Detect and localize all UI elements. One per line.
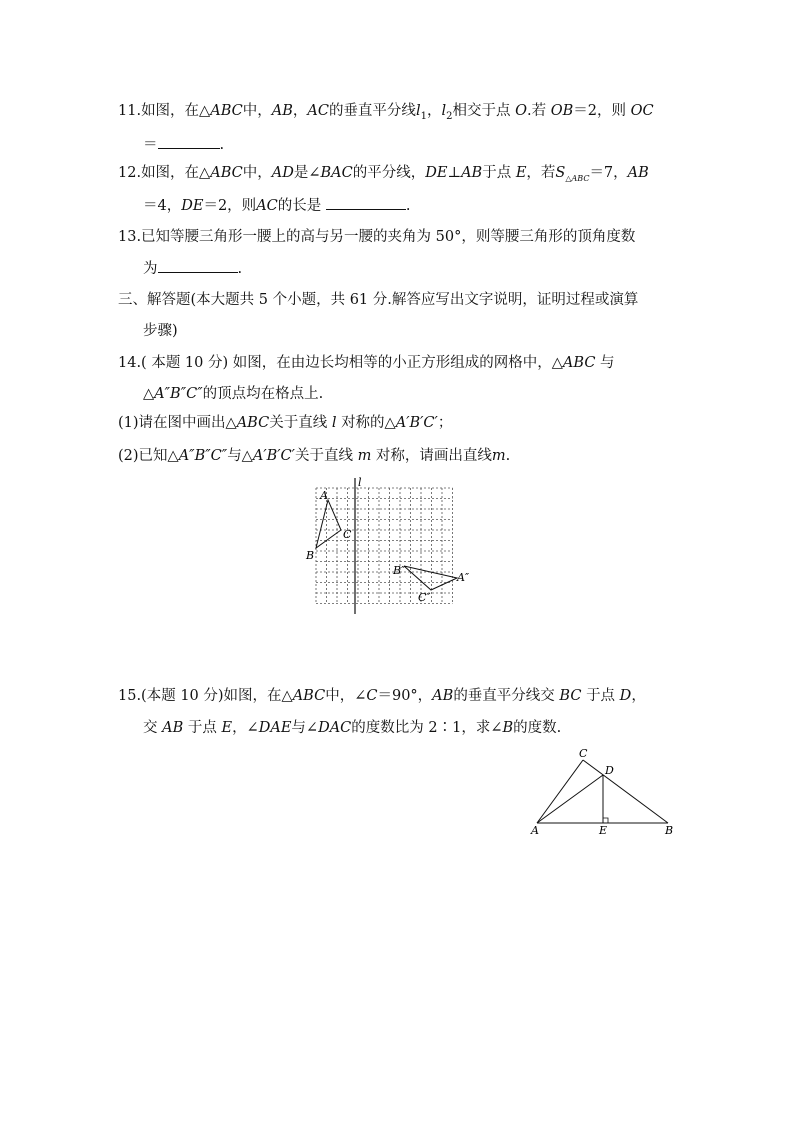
q12-line2: ＝4，DE＝2，则AC的长是 . [143, 195, 410, 216]
q14-line2: △A″B″C″的顶点均在格点上. [143, 386, 324, 402]
label-C: C [343, 528, 352, 541]
q11-number: 11. [118, 103, 142, 119]
section3-heading: 三、解答题(本大题共 5 个小题，共 61 分.解答应写出文字说明，证明过程或演算 [118, 292, 639, 308]
q14-part2: (2)已知△A″B″C″与△A′B′C′关于直线 m 对称，请画出直线m. [118, 448, 511, 464]
label-A2: A″ [457, 571, 470, 584]
q11-line2: ＝ . [143, 134, 224, 155]
label-A: A [320, 489, 328, 502]
q12-line1: 12.如图，在△ABC中，AD是∠BAC的平分线，DE⊥AB于点 E，若$S_{\triangle ABC}=7$，AB [118, 165, 649, 183]
label-B2: B″ [393, 564, 406, 577]
segment-ad [537, 775, 603, 823]
segment-cb [583, 760, 668, 823]
q14-grid-figure [300, 474, 470, 618]
q15-line1: 15.(本题 10 分)如图，在△ABC中，∠C＝90°，AB的垂直平分线交 BC 于点 D， [118, 688, 646, 704]
label-D: D [605, 764, 614, 777]
label-B: B [665, 824, 674, 837]
q14-line1: 14.( 本题 10 分) 如图，在由边长均相等的小正方形组成的网格中，△ABC 与 [118, 355, 615, 371]
label-l: l [358, 476, 362, 489]
q14-part1: (1)请在图中画出△ABC关于直线 l 对称的△A′B′C′； [118, 415, 453, 431]
label-A: A [531, 824, 539, 837]
grid-lines [316, 488, 453, 604]
q15-line2: 交 AB 于点 E，∠DAE与∠DAC的度数比为 2∶1，求∠B的度数. [143, 720, 562, 736]
q13-answer-blank[interactable] [158, 258, 238, 273]
segment-ac [537, 760, 583, 823]
triangle-a2b2c2 [404, 566, 457, 590]
q11-line1: 11.如图，在△ABC中，AB，AC的垂直平分线$l_1$，$l_2$相交于点 O.若 OB＝2，则 OC [118, 103, 654, 122]
section3-heading-cont: 步骤) [143, 323, 178, 339]
q15-triangle-figure [525, 745, 685, 840]
q13-line2: 为 . [143, 258, 242, 279]
label-C: C [579, 747, 588, 760]
label-C2: C″ [418, 591, 431, 604]
q12-number: 12. [118, 165, 142, 181]
right-angle-mark [603, 818, 608, 823]
label-B: B [306, 549, 315, 562]
label-E: E [599, 824, 608, 837]
q13-line1: 13.已知等腰三角形一腰上的高与另一腰的夹角为 50°，则等腰三角形的顶角度数 [118, 229, 636, 245]
q11-answer-blank[interactable] [158, 134, 220, 149]
q12-answer-blank[interactable] [326, 195, 406, 210]
